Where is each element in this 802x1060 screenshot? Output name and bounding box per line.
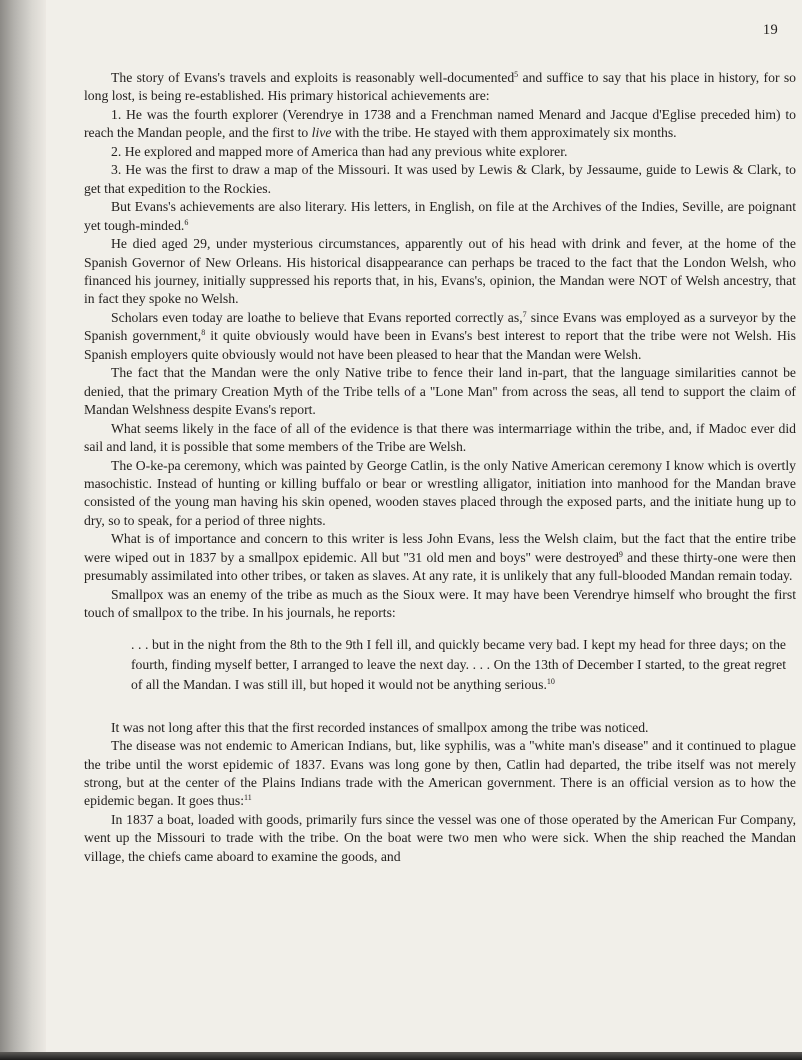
block-quote: . . . but in the night from the 8th to the 9th I fell ill, and quickly became very bad. I kept my head for three days; on the fourth, finding myself better, I arranged to leave the next day. . . . On the 13th of December I started, to the great regret of all the Mandan. I was still ill, but hoped it would not be anything serious.$^{10}$ (131, 636, 786, 692)
footnote-ref: 7 (522, 309, 527, 319)
page-number: 19 (762, 22, 778, 38)
paragraph: In 1837 a boat, loaded with goods, primarily furs since the vessel was one of those operated by the American Fur Company, went up the Missouri to trade with the tribe. On the boat were two men who were sick. When the ship reached the Mandan village, the chiefs came aboard to examine the goods, and (84, 811, 796, 864)
paragraph: 1. He was the fourth explorer (Verendrye in 1738 and a Frenchman named Menard and Jacque d'Eglise preceded him) to reach the Mandan people, and the first to live with the tribe. He stayed with them approximately six months. (84, 106, 796, 141)
footnote-ref: 6 (184, 217, 189, 227)
footnote-ref: 11 (244, 793, 252, 803)
page-bottom-edge (0, 1052, 802, 1060)
paragraph: The O-ke-pa ceremony, which was painted by George Catlin, is the only Native American ceremony I know which is overtly masochistic. Instead of hunting or killing buffalo or bear or wrestling alligator, initiation into manhood for the Mandan brave consisted of the young man having his skin opened, wooden staves placed through the exposed parts, and the initiate hung up to dry, so to speak, for a period of three nights. (84, 457, 796, 528)
body-text (84, 69, 796, 866)
paragraph: The fact that the Mandan were the only Native tribe to fence their land in-part, that the language similarities cannot be denied, that the primary Creation Myth of the Tribe tells of a ''Lone Man'' from across the seas, all tend to support the claim of Mandan Welshness despite Evans's report. (84, 365, 796, 418)
paragraph: Scholars even today are loathe to believe that Evans reported correctly as,$^7$ since Evans was employed as a surveyor by the Spanish government,$^8$ it quite obviously would have been in Evans's best interest to report that the tribe were not Welsh. His Spanish employers quite obviously would not have been pleased to hear that the Mandan were Welsh. (84, 309, 796, 362)
paragraph: It was not long after this that the first recorded instances of smallpox among the tribe was noticed. (111, 719, 649, 735)
paragraph: 3. He was the first to draw a map of the Missouri. It was used by Lewis & Clark, by Jessaume, guide to Lewis & Clark, to get that expedition to the Rockies. (84, 162, 796, 196)
paragraph: What is of importance and concern to this writer is less John Evans, less the Welsh claim, but the fact that the entire tribe were wiped out in 1837 by a smallpox epidemic. All but ''31 old men and boys'' were destroyed$^9$ and these thirty-one were then presumably assimilated into other tribes, or taken as slaves. At any rate, it is unlikely that any full-blooded Mandan remain today. (84, 531, 796, 584)
paragraph: Smallpox was an enemy of the tribe as much as the Sioux were. It may have been Verendrye himself who brought the first touch of smallpox to the tribe. In his journals, he reports: (84, 586, 796, 621)
footnote-ref: 10 (546, 676, 555, 686)
paragraph: The disease was not endemic to American Indians, but, like syphilis, was a ''white man's disease'' and it continued to plague the tribe until the worst epidemic of 1837. Evans was long gone by then, Catlin had departed, the tribe itself was not merely strong, but at the center of the Plains Indians trade with the American government. There is an official version as to how the epidemic began. It goes thus:$^{11}$ (84, 738, 796, 809)
paragraph: 2. He explored and mapped more of America than had any previous white explorer. (111, 143, 568, 159)
paragraph: He died aged 29, under mysterious circumstances, apparently out of his head with drink and fever, at the home of the Spanish Governor of New Orleans. His historical disappearance can perhaps be traced to the fact that the London Welsh, who financed his journey, initially suppressed his reports that, in his, Evans's, opinion, the Mandan were NOT of Welsh ancestry, that in fact they spoke no Welsh. (84, 236, 796, 307)
page-gutter-shadow (0, 0, 46, 1060)
emphasis: live (311, 125, 332, 141)
paragraph: The story of Evans's travels and exploits is reasonably well-documented$^5$ and suffice to say that his place in history, for so long lost, is being re-established. His primary historical achievements are: (84, 70, 796, 104)
footnote-ref: 5 (514, 70, 519, 79)
paragraph: But Evans's achievements are also literary. His letters, in English, on file at the Archives of the Indies, Seville, are poignant yet tough-minded.$^6$ (84, 199, 796, 233)
footnote-ref: 9 (618, 549, 623, 559)
footnote-ref: 8 (201, 328, 206, 338)
paragraph: What seems likely in the face of all of the evidence is that there was intermarriage within the tribe, and, if Madoc ever did sail and land, it is possible that some members of the Tribe are Welsh. (84, 420, 796, 455)
